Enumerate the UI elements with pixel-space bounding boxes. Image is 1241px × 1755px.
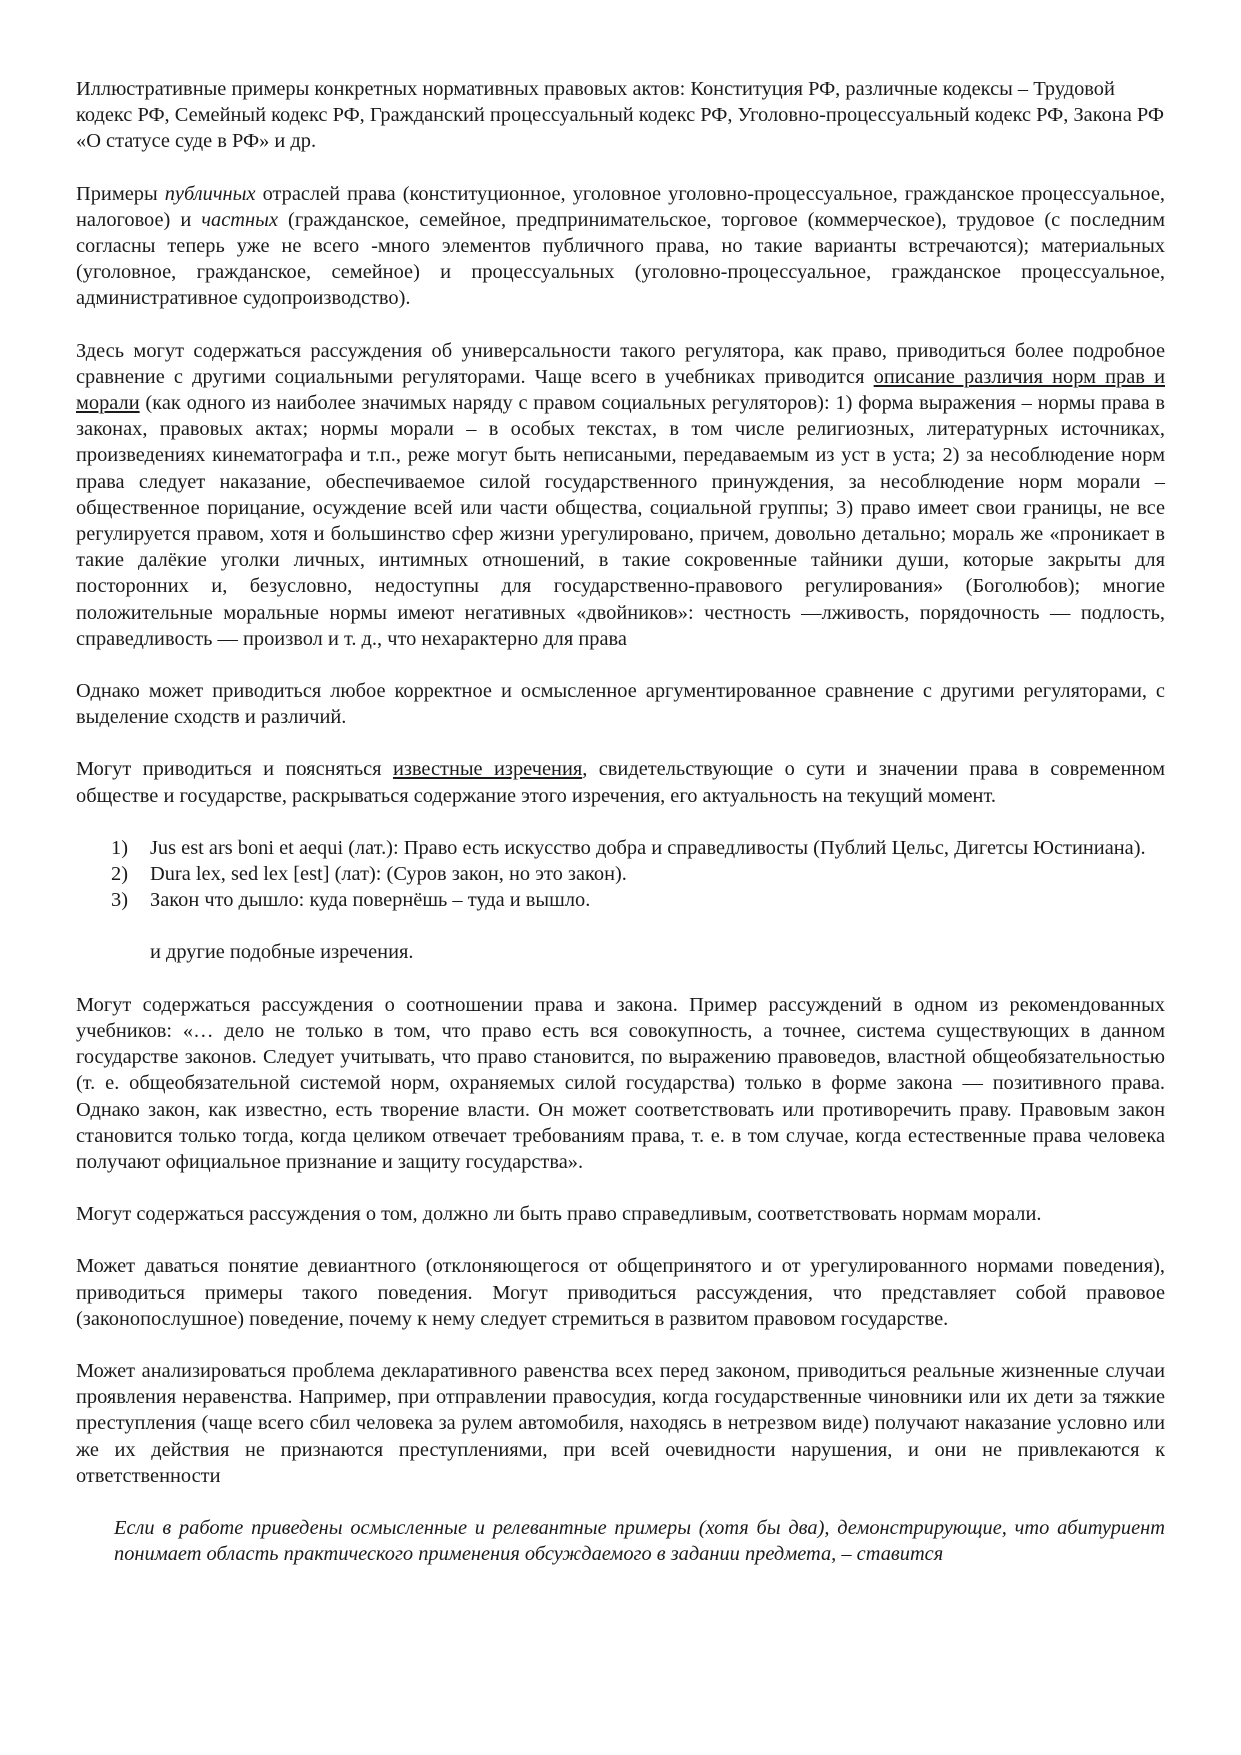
list-item bbox=[111, 861, 1165, 887]
italic-term-public: публичных bbox=[164, 182, 256, 205]
underlined-phrase-sayings: известные изречения bbox=[392, 758, 583, 781]
text-run: (гражданское, семейное, предпринимательское, торговое (коммерческое), трудовое (с последним согласны теперь уже не всего -много элементов публичного права, но такие варианты встречаются); материальных (уголовное, гражданское, семейное) и процессуальных (уголовно-процессуальное, гражданское процессуальное, административное судопроизводство). bbox=[76, 208, 1165, 310]
list-item-text: Jus est ars boni et aequi (лат.): Право есть искусство добра и справедливосты (Публий Цельс, Дигетсы Юстиниана). bbox=[150, 836, 1146, 859]
list-item-text: Закон что дышло: куда повернёшь – туда и вышло. bbox=[150, 889, 591, 912]
paragraph-legal-acts: Иллюстративные примеры конкретных нормативных правовых актов: Конституция РФ, различные кодексы – Трудовой кодекс РФ, Семейный кодекс РФ, Гражданский процессуальный кодекс РФ, Уголовно-процессуальный кодекс РФ, Закона РФ «О статусе суде в РФ» и др. bbox=[76, 78, 1164, 153]
document-page bbox=[76, 76, 1165, 1567]
underlined-phrase-law-morality: описание различия норм прав и морали bbox=[76, 365, 1165, 415]
paragraph-sayings-intro bbox=[76, 756, 1165, 808]
sayings-list bbox=[76, 835, 1165, 914]
paragraph-deviant-behavior: Может даваться понятие девиантного (отклоняющегося от общепринятого и от урегулированного нормами поведения), приводиться примеры такого поведения. Могут приводиться рассуждения, что представляет собой правовое (законопослушное) поведение, почему к нему следует стремиться в развитом правовом государстве. bbox=[76, 1255, 1165, 1330]
list-item-number: 1) bbox=[111, 836, 128, 859]
text-run: Примеры bbox=[76, 182, 165, 205]
sayings-note: и другие подобные изречения. bbox=[150, 941, 414, 964]
paragraph-equality: Может анализироваться проблема декларативного равенства всех перед законом, приводиться реальные жизненные случаи проявления неравенства. Например, при отправлении правосудия, когда государственные чиновники или их дети за тяжкие преступления (чаще всего сбил человека за рулем автомобиля, находясь в нетрезвом виде) получают наказание условно или же их действия не признаются преступлениями, при всей очевидности нарушения, и они не привлекаются к ответственности bbox=[76, 1359, 1165, 1487]
text-run: Могут приводиться и пояснятьcя bbox=[76, 758, 393, 781]
italic-term-private: частных bbox=[201, 208, 279, 231]
paragraph-comparison: Однако может приводиться любое корректное и осмысленное аргументированное сравнение с другими регуляторами, с выделение сходств и различий. bbox=[76, 680, 1165, 729]
paragraph-law-vs-morality bbox=[76, 338, 1165, 652]
list-item-number: 2) bbox=[111, 863, 128, 886]
paragraph-justice: Могут содержаться рассуждения о том, должно ли быть право справедливым, соответствовать нормам морали. bbox=[76, 1203, 1042, 1226]
grading-criterion: Если в работе приведены осмысленные и релевантные примеры (хотя бы два), демонстрирующие, что абитуриент понимает область практического применения обсуждаемого в задании предмета, – ставится bbox=[114, 1516, 1165, 1566]
text-run: отраслей права (конституционное, уголовное уголовно-процессуальное, гражданское процессуальное, налоговое) и bbox=[76, 182, 1166, 231]
paragraph-law-and-statute: Могут содержаться рассуждения о соотношении права и закона. Пример рассуждений в одном из рекомендованных учебников: «… дело не только в том, что право есть вся совокупность, а точнее, система существующих в данном государстве законов. Следует учитывать, что право становится, по выражению правоведов, властной общеобязательностью (т. е. общеобязательной системой норм, охраняемых силой государства) только в форме закона — позитивного права. Однако закон, как известно, есть творение власти. Он может соответствовать или противоречить праву. Правовым закон становится только тогда, когда целиком отвечает требованиям права, т. е. в том случае, когда естественные права человека получают официальное признание и защиту государства». bbox=[76, 993, 1165, 1173]
text-run: Здесь могут содержаться рассуждения об универсальности такого регулятора, как право, приводиться более подробное сравнение с другими социальными регуляторами. Чаще всего в учебниках приводится bbox=[76, 339, 1165, 388]
text-run: , свидетельствующие о сути и значении права в современном обществе и государстве, раскрываться содержание этого изречения, его актуальность на текущий момент. bbox=[76, 758, 1165, 807]
list-item-number: 3) bbox=[111, 889, 128, 912]
list-item bbox=[111, 887, 1165, 913]
list-item bbox=[111, 835, 1165, 861]
list-item-text: Dura lex, sed lex [est] (лат): (Суров закон, но это закон). bbox=[150, 863, 627, 886]
paragraph-branches-of-law bbox=[76, 181, 1165, 312]
text-run: (как одного из наиболее значимых наряду с правом социальных регуляторов): 1) форма выражения – нормы права в законах, правовых актах; нормы морали – в особых текстах, в том числе религиозных, литературных источниках, произведениях кинематографа и т.п., реже могут быть неписаными, передаваемым из уст в уста; 2) за несоблюдение норм права следует наказание, обеспечиваемое силой государственного принуждения, за несоблюдение норм морали – общественное порицание, осуждение всей или части общества, социальной группы; 3) право имеет свои границы, не все регулируется правом, хотя и большинство сфер жизни урегулировано, причем, довольно детально; мораль же «проникает в такие далёкие уголки личных, интимных отношений, в такие сокровенные тайники души, которые закрыты для посторонних и, безусловно, недоступны для государственно-правового регулирования» (Боголюбов); многие положительные моральные нормы имеют негативных «двойников»: честность —лживость, порядочность — подлость, справедливость — произвол и т. д., что нехарактерно для права bbox=[76, 392, 1165, 650]
